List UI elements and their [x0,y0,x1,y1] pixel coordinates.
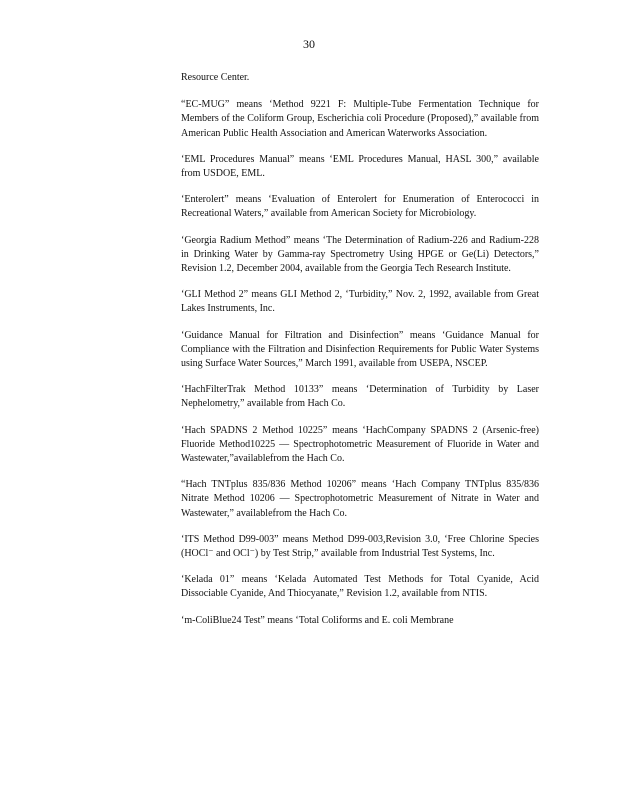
definition-ec-mug: “EC-MUG” means ‘Method 9221 F: Multiple-Tube Fermentation Technique for Members of the Coliform Group, Escherichia coli Procedure (Proposed),” available from American Public Health Association and American Waterworks Association. [181,99,539,139]
definition-hachfiltertrak-method: ‘HachFilterTrak Method 10133” means ‘Determination of Turbidity by Laser Nephelometry,” available from Hach Co. [181,384,539,410]
definition-enterolert: ‘Enterolert” means ‘Evaluation of Enterolert for Enumeration of Enterococci in Recreational Waters,” available from American Society for Microbiology. [181,194,539,220]
paragraph-resource-center: Resource Center. [181,72,250,83]
definition-kelada-01: ‘Kelada 01” means ‘Kelada Automated Test Methods for Total Cyanide, Acid Dissociable Cyanide, And Thiocyanate,” Revision 1.2, available from NTIS. [181,574,539,600]
definition-hach-spadns-2-method: ‘Hach SPADNS 2 Method 10225” means ‘HachCompany SPADNS 2 (Arsenic-free) Fluoride Method10225 — Spectrophotometric Measurement of Fluoride in Water and Wastewater,”availablefrom the Hach Co. [181,424,539,465]
definition-guidance-manual: ‘Guidance Manual for Filtration and Disinfection” means ‘Guidance Manual for Compliance with the Filtration and Disinfection Requirements for Public Water Systems using Surface Water Sources,” March 1991, available from USEPA, NSCEP. [181,329,539,370]
document-body [181,71,539,640]
definition-m-coliblue24-test: ‘m-ColiBlue24 Test” means ‘Total Coliforms and E. coli Membrane [181,614,454,626]
page-number: 30 [303,37,315,51]
definition-eml-procedures-manual: ‘EML Procedures Manual” means ‘EML Procedures Manual, HASL 300,” available from USDOE, EML. [181,153,539,180]
definition-hach-tntplus-method: “Hach TNTplus 835/836 Method 10206” means ‘Hach Company TNTplus 835/836 Nitrate Method 10206 — Spectrophotometric Measurement of Nitrate in Water and Wastewater,” availablefrom the Hach Co. [181,479,539,519]
definition-its-method-d99-003: ‘ITS Method D99-003” means Method D99-003,Revision 3.0, ‘Free Chlorine Species (HOCl⁻ and OCl⁻) by Test Strip,” available from Industrial Test Systems, Inc. [181,533,539,560]
definition-georgia-radium-method: ‘Georgia Radium Method” means ‘The Determination of Radium-226 and Radium-228 in Drinking Water by Gamma-ray Spectrometry Using HPGE or Ge(Li) Detectors,” Revision 1.2, December 2004, available from the Georgia Tech Research Institute. [181,234,539,275]
definition-gli-method-2: ‘GLI Method 2” means GLI Method 2, ‘Turbidity,” Nov. 2, 1992, available from Great Lakes Instruments, Inc. [181,289,539,315]
